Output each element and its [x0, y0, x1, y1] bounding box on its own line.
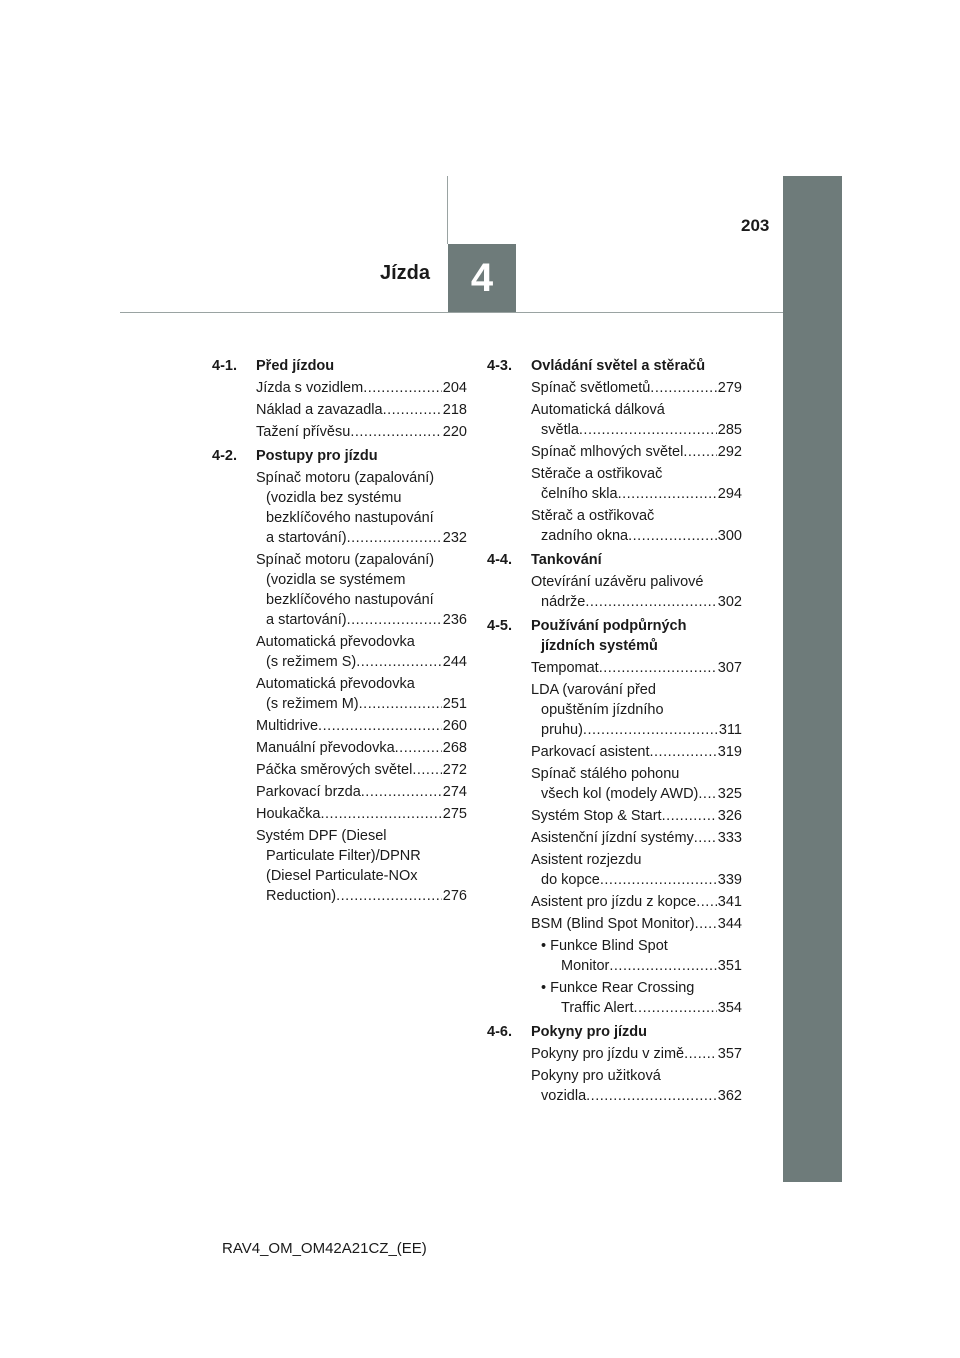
section-title [256, 446, 467, 466]
dot-leader [695, 914, 717, 934]
entry-page-number: 341 [717, 894, 742, 910]
toc-entry[interactable] [256, 550, 467, 630]
dot-leader [696, 892, 717, 912]
entry-text-line: Houkačka [256, 806, 321, 822]
footer-doc-code: RAV4_OM_OM42A21CZ_(EE) [222, 1240, 427, 1257]
toc-section-heading[interactable] [487, 550, 742, 570]
entry-page-number: 354 [717, 1000, 742, 1016]
entry-text-line: (s režimem S) [266, 654, 357, 670]
entry-text-line: Automatická převodovka [256, 676, 415, 692]
entry-text-line: Spínač motoru (zapalování) [256, 552, 435, 568]
section-number: 4-1. [212, 358, 237, 374]
entry-text-line: čelního skla [541, 486, 618, 502]
entry-page-number: 357 [717, 1046, 742, 1062]
dot-leader [585, 592, 716, 612]
toc-entry[interactable] [531, 680, 742, 740]
toc-entry[interactable] [256, 716, 467, 736]
entry-last-line [256, 610, 467, 630]
entry-text-line: Automatická převodovka [256, 634, 415, 650]
toc-entry[interactable] [531, 764, 742, 804]
toc-entry[interactable] [256, 422, 467, 442]
dot-leader [650, 378, 717, 398]
toc-section-heading[interactable] [487, 616, 742, 656]
entry-text-line: Monitor [561, 958, 610, 974]
toc-entry[interactable] [256, 400, 467, 420]
entry-text-line: opuštěním jízdního [541, 702, 664, 718]
entry-text-line: vozidla [541, 1088, 587, 1104]
entry-page-number: 326 [717, 808, 742, 824]
toc-entry[interactable] [256, 826, 467, 906]
entry-text-line: Spínač mlhových světel [531, 444, 684, 460]
entry-text-line: Pokyny pro jízdu v zimě [531, 1046, 685, 1062]
toc-entry[interactable] [256, 782, 467, 802]
dot-leader [586, 1086, 717, 1106]
entry-page-number: 285 [717, 422, 742, 438]
toc-entry[interactable] [256, 468, 467, 548]
toc-section-heading[interactable] [212, 446, 467, 466]
entry-text-line: bezklíčového nastupování [266, 510, 434, 526]
entry-text-line: Particulate Filter)/DPNR [266, 848, 421, 864]
entry-text-line: Manuální převodovka [256, 740, 395, 756]
section-title-line: Používání podpůrných [531, 618, 687, 634]
toc-entry[interactable] [531, 1066, 742, 1106]
section-title-line: Pokyny pro jízdu [531, 1024, 648, 1040]
entry-last-line [531, 442, 742, 462]
entry-last-line [256, 422, 467, 442]
dot-leader [634, 998, 717, 1018]
entry-last-line [256, 716, 467, 736]
toc-entry[interactable] [531, 806, 742, 826]
entry-last-line [256, 782, 467, 802]
toc-subentry[interactable] [541, 936, 742, 976]
entry-text-line: (Diesel Particulate-NOx [266, 868, 418, 884]
dot-leader [361, 782, 442, 802]
entry-text-line: Otevírání uzávěru palivové [531, 574, 704, 590]
toc-entry[interactable] [256, 738, 467, 758]
dot-leader [698, 784, 716, 804]
entry-last-line [531, 526, 742, 546]
entry-page-number: 344 [717, 916, 742, 932]
entry-last-line [531, 892, 742, 912]
entry-last-line [531, 828, 742, 848]
toc-entry[interactable] [531, 742, 742, 762]
entry-last-line [531, 592, 742, 612]
entry-page-number: 333 [717, 830, 742, 846]
entry-page-number: 276 [442, 888, 467, 904]
entry-text-line: Parkovací asistent [531, 744, 650, 760]
dot-leader [662, 806, 717, 826]
entry-text-line: Jízda s vozidlem [256, 380, 364, 396]
dot-leader [383, 400, 442, 420]
dot-leader [599, 658, 717, 678]
dot-leader [684, 1044, 717, 1064]
entry-last-line [256, 652, 467, 672]
chapter-side-tab [783, 176, 842, 1182]
dot-leader [347, 528, 442, 548]
entry-text-line: (vozidla bez systému [266, 490, 402, 506]
entry-last-line [531, 806, 742, 826]
entry-page-number: 300 [717, 528, 742, 544]
entry-last-line [531, 720, 742, 740]
entry-text-line: Traffic Alert [561, 1000, 634, 1016]
section-number: 4-3. [487, 358, 512, 374]
entry-text-line: BSM (Blind Spot Monitor) [531, 916, 695, 932]
entry-text-line: Spínač motoru (zapalování) [256, 470, 435, 486]
entry-last-line [541, 956, 742, 976]
section-title [531, 1022, 742, 1042]
entry-page-number: 311 [718, 722, 742, 738]
entry-text-line: Spínač stálého pohonu [531, 766, 680, 782]
section-title [531, 356, 742, 376]
entry-page-number: 274 [442, 784, 467, 800]
dot-leader [618, 484, 717, 504]
entry-page-number: 218 [442, 402, 467, 418]
dot-leader [395, 738, 442, 758]
toc-column-left [212, 356, 467, 906]
chapter-number-box [448, 244, 516, 312]
toc-entry[interactable] [531, 1044, 742, 1064]
toc-entry[interactable] [531, 914, 742, 934]
entry-text-line: pruhu) [541, 722, 583, 738]
page-number: 203 [741, 216, 770, 235]
toc-entry[interactable] [256, 804, 467, 824]
entry-page-number: 294 [717, 486, 742, 502]
entry-text-line: zadního okna [541, 528, 629, 544]
entry-last-line [531, 784, 742, 804]
dot-leader [683, 442, 716, 462]
toc-section-heading[interactable] [487, 1022, 742, 1042]
toc-entry[interactable] [256, 632, 467, 672]
toc-entry[interactable] [531, 850, 742, 890]
entry-page-number: 232 [442, 530, 467, 546]
entry-text-line: Parkovací brzda [256, 784, 361, 800]
entry-text-line: Asistenční jízdní systémy [531, 830, 694, 846]
entry-last-line [531, 870, 742, 890]
entry-text-line: • Funkce Rear Crossing [541, 980, 695, 996]
entry-page-number: 279 [717, 380, 742, 396]
entry-last-line [531, 914, 742, 934]
entry-page-number: 362 [717, 1088, 742, 1104]
entry-page-number: 220 [442, 424, 467, 440]
entry-last-line [531, 1044, 742, 1064]
section-title-line: Postupy pro jízdu [256, 448, 378, 464]
entry-page-number: 339 [717, 872, 742, 888]
entry-text-line: Automatická dálková [531, 402, 665, 418]
toc-entry[interactable] [531, 378, 742, 398]
entry-text-line: Stěrače a ostřikovač [531, 466, 663, 482]
entry-text-line: • Funkce Blind Spot [541, 938, 668, 954]
dot-leader [609, 956, 716, 976]
entry-text-line: Stěrač a ostřikovač [531, 508, 655, 524]
entry-last-line [541, 998, 742, 1018]
entry-text-line: Pokyny pro užitková [531, 1068, 661, 1084]
section-number: 4-4. [487, 552, 512, 568]
entry-page-number: 204 [442, 380, 467, 396]
entry-last-line [531, 658, 742, 678]
entry-text-line: do kopce [541, 872, 600, 888]
section-title-line: Ovládání světel a stěračů [531, 358, 706, 374]
section-number: 4-5. [487, 618, 512, 634]
entry-page-number: 351 [717, 958, 742, 974]
entry-text-line: Páčka směrových světel [256, 762, 413, 778]
entry-text-line: Asistent rozjezdu [531, 852, 642, 868]
entry-text-line: nádrže [541, 594, 586, 610]
entry-text-line: Spínač světlometů [531, 380, 651, 396]
dot-leader [320, 804, 441, 824]
toc-entry[interactable] [256, 674, 467, 714]
toc-entry[interactable] [256, 378, 467, 398]
section-number: 4-6. [487, 1024, 512, 1040]
toc-entry[interactable] [531, 400, 742, 440]
section-title-line: Tankování [531, 552, 602, 568]
toc-entry[interactable] [531, 464, 742, 504]
entry-last-line [256, 694, 467, 714]
entry-last-line [256, 886, 467, 906]
entry-text-line: (s režimem M) [266, 696, 359, 712]
entry-page-number: 307 [717, 660, 742, 676]
entry-text-line: Asistent pro jízdu z kopce [531, 894, 697, 910]
entry-last-line [531, 742, 742, 762]
section-title [531, 550, 742, 570]
entry-text-line: bezklíčového nastupování [266, 592, 434, 608]
entry-text-line: Náklad a zavazadla [256, 402, 383, 418]
toc-entry[interactable] [531, 442, 742, 462]
dot-leader [412, 760, 441, 780]
entry-text-line: a startování) [266, 612, 347, 628]
header-horizontal-rule [120, 312, 783, 313]
entry-page-number: 302 [717, 594, 742, 610]
section-title-line: jízdních systémů [541, 638, 658, 654]
toc-entry[interactable] [531, 892, 742, 912]
toc-entry[interactable] [531, 828, 742, 848]
dot-leader [318, 716, 442, 736]
dot-leader [350, 422, 441, 442]
entry-last-line [256, 528, 467, 548]
entry-text-line: Systém Stop & Start [531, 808, 662, 824]
dot-leader [336, 886, 442, 906]
entry-page-number: 236 [442, 612, 467, 628]
entry-text-line: světla [541, 422, 579, 438]
section-title-line: Před jízdou [256, 358, 335, 374]
dot-leader [579, 420, 717, 440]
entry-page-number: 268 [442, 740, 467, 756]
dot-leader [649, 742, 716, 762]
entry-text-line: (vozidla se systémem [266, 572, 406, 588]
entry-last-line [531, 420, 742, 440]
entry-last-line [256, 400, 467, 420]
entry-page-number: 275 [442, 806, 467, 822]
toc-column-right [487, 356, 742, 1106]
entry-text-line: Multidrive [256, 718, 319, 734]
section-title [531, 616, 742, 656]
entry-last-line [531, 378, 742, 398]
entry-page-number: 319 [717, 744, 742, 760]
entry-last-line [256, 738, 467, 758]
entry-last-line [531, 484, 742, 504]
entry-text-line: LDA (varování před [531, 682, 656, 698]
dot-leader [359, 694, 442, 714]
entry-page-number: 244 [442, 654, 467, 670]
toc-section-heading[interactable] [212, 356, 467, 376]
chapter-title: Jízda [380, 262, 431, 284]
dot-leader [694, 828, 717, 848]
dot-leader [583, 720, 718, 740]
entry-last-line [256, 760, 467, 780]
toc-entry[interactable] [531, 572, 742, 612]
header-vertical-rule [447, 176, 448, 244]
entry-page-number: 292 [717, 444, 742, 460]
dot-leader [356, 652, 442, 672]
entry-page-number: 251 [442, 696, 467, 712]
toc-subentry[interactable] [541, 978, 742, 1018]
entry-text-line: Tažení přívěsu [256, 424, 351, 440]
toc-entry[interactable] [256, 760, 467, 780]
chapter-number: 4 [470, 255, 494, 300]
toc-entry[interactable] [531, 658, 742, 678]
entry-last-line [256, 804, 467, 824]
entry-text-line: a startování) [266, 530, 347, 546]
entry-text-line: Systém DPF (Diesel [256, 828, 387, 844]
entry-text-line: Tempomat [531, 660, 599, 676]
dot-leader [628, 526, 717, 546]
dot-leader [347, 610, 442, 630]
dot-leader [363, 378, 442, 398]
entry-text-line: všech kol (modely AWD) [541, 786, 699, 802]
toc-section-heading[interactable] [487, 356, 742, 376]
dot-leader [600, 870, 717, 890]
entry-page-number: 272 [442, 762, 467, 778]
entry-last-line [256, 378, 467, 398]
entry-page-number: 260 [442, 718, 467, 734]
section-number: 4-2. [212, 448, 237, 464]
section-title [256, 356, 467, 376]
entry-last-line [531, 1086, 742, 1106]
entry-text-line: Reduction) [266, 888, 337, 904]
toc-entry[interactable] [531, 506, 742, 546]
entry-page-number: 325 [717, 786, 742, 802]
